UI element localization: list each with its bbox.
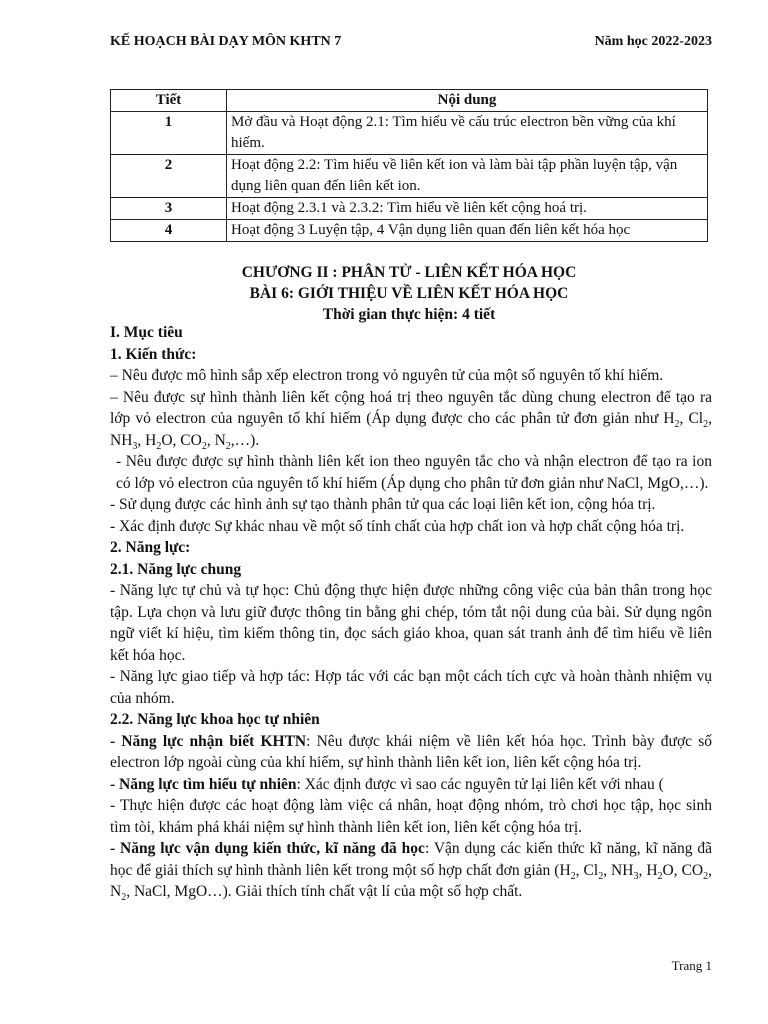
knowledge-item-2 xyxy=(110,387,712,452)
period-cell: 3 xyxy=(111,198,227,220)
subsection-heading-science-competencies: 2.2. Năng lực khoa học tự nhiên xyxy=(110,711,320,728)
knowledge-item-5: - Xác định được Sự khác nhau về một số tính chất của hợp chất ion và hợp chất cộng hóa trị. xyxy=(110,517,685,535)
section-heading-objectives: I. Mục tiêu xyxy=(110,324,183,341)
text-run: , Cl xyxy=(575,861,599,879)
bold-run: - Năng lực vận dụng kiến thức, kĩ năng đã học xyxy=(110,840,425,857)
text-run: : Xác định được vì sao các nguyên tử lại liên kết với nhau ( xyxy=(296,775,664,793)
science-competency-4 xyxy=(110,838,712,903)
bold-run: - Năng lực tìm hiểu tự nhiên xyxy=(110,775,297,793)
bold-run: - Năng lực nhận biết KHTN xyxy=(110,732,307,750)
science-competency-1 xyxy=(110,731,712,774)
text-run: , NaCl, MgO…). Giải thích tính chất vật lí của một số hợp chất. xyxy=(126,883,523,900)
text-run: O, CO xyxy=(161,431,202,449)
subscript: 2 xyxy=(225,440,231,452)
text-run: , NH xyxy=(603,861,634,879)
science-competency-2 xyxy=(110,774,712,796)
subscript: 2 xyxy=(674,419,680,431)
table-row xyxy=(111,220,708,242)
text-run: : Nêu được khái niệm về liên kết hóa học. Trình bày được số electron lớp ngoài cùng của khí hiếm, sự hình thành liên kết ion, liên kết cộng hóa trị. xyxy=(110,732,713,771)
text-run: , Cl xyxy=(679,410,704,427)
table-row xyxy=(111,112,708,155)
period-cell: 1 xyxy=(111,112,227,155)
text-run: O, CO xyxy=(662,861,704,879)
subscript: 2 xyxy=(703,870,709,882)
science-competency-3: - Thực hiện được các hoạt động làm việc cá nhân, hoạt động nhóm, trò chơi học tập, học sinh tìm tòi, khám phá khái niệm sự hình thành liên kết ion, liên kết cộng hóa trị. xyxy=(110,797,712,836)
text-run: ,…). xyxy=(230,431,260,449)
content-cell: Hoạt động 2.3.1 và 2.3.2: Tìm hiểu về liên kết cộng hoá trị. xyxy=(227,198,708,220)
general-competency-2: - Năng lực giao tiếp và hợp tác: Hợp tác với các bạn một cách tích cực và hoàn thành nhiệm vụ của nhóm. xyxy=(110,668,712,707)
text-run: , H xyxy=(137,431,157,449)
subsection-heading-general-competencies: 2.1. Năng lực chung xyxy=(110,560,242,578)
chapter-title: CHƯƠNG II : PHÂN TỬ - LIÊN KẾT HÓA HỌC xyxy=(241,264,577,281)
document-body xyxy=(110,322,712,903)
text-run: – Nêu được sự hình thành liên kết cộng hoá trị theo nguyên tắc dùng chung electron để tạo ra lớp vỏ electron của nguyên tố khí hiếm (Áp dụng được cho các phân tử đơn giản như H xyxy=(110,388,712,427)
header-lesson-plan-title: KẾ HOẠCH BÀI DẠY MÔN KHTN 7 xyxy=(110,34,342,49)
lesson-title: BÀI 6: GIỚI THIỆU VỀ LIÊN KẾT HÓA HỌC xyxy=(249,285,569,302)
section-heading-competencies: 2. Năng lực: xyxy=(110,539,191,556)
lesson-schedule-table xyxy=(110,89,708,242)
table-row xyxy=(111,198,708,220)
table-row xyxy=(111,155,708,198)
general-competency-1: - Năng lực tự chủ và tự học: Chủ động thực hiện được những công việc của bản thân trong học tập. Lựa chọn và lưu giữ được thông tin bằng ghi chép, tóm tắt nội dung của bài. Sử dụng ngôn ngữ viết kí hiệu, tìm kiếm thông tin, đọc sách giáo khoa, quan sát tranh ảnh để tìm hiểu về liên kết hóa học. xyxy=(110,582,712,664)
lesson-title-block xyxy=(110,262,708,325)
content-cell: Hoạt động 3 Luyện tập, 4 Vận dụng liên quan đến liên kết hóa học xyxy=(227,220,708,242)
text-run: : Vận dụng các kiến thức kĩ năng, kĩ năng đã học để giải thích sự hình thành liên kết trong một số hợp chất đơn giản (H xyxy=(110,840,713,879)
text-run: , N xyxy=(206,431,226,449)
column-header-period: Tiết xyxy=(111,90,227,112)
header-school-year: Năm học 2022-2023 xyxy=(594,34,712,49)
text-run: , N xyxy=(110,861,713,900)
subscript: 3 xyxy=(132,440,138,452)
page-number: Trang 1 xyxy=(671,958,712,973)
column-header-content: Nội dung xyxy=(227,90,708,112)
subscript: 2 xyxy=(121,892,127,904)
subscript: 3 xyxy=(633,870,639,882)
text-run: , NH xyxy=(110,410,712,449)
period-cell: 2 xyxy=(111,155,227,198)
subscript: 2 xyxy=(570,870,576,882)
lesson-duration: Thời gian thực hiện: 4 tiết xyxy=(322,306,496,323)
text-run: , H xyxy=(638,861,658,879)
subscript: 2 xyxy=(201,440,207,452)
period-cell: 4 xyxy=(111,220,227,242)
content-cell: Hoạt động 2.2: Tìm hiểu về liên kết ion và làm bài tập phần luyện tập, vận dụng liên quan đến liên kết ion. xyxy=(227,155,708,198)
subscript: 2 xyxy=(598,870,604,882)
section-heading-knowledge: 1. Kiến thức: xyxy=(110,345,197,363)
knowledge-item-3: - Nêu được được sự hình thành liên kết ion theo nguyên tắc cho và nhận electron để tạo ra ion có lớp vỏ electron của nguyên tố khí hiếm (Áp dụng cho phân tử đơn giản như NaCl, MgO,…). xyxy=(116,453,712,492)
subscript: 2 xyxy=(703,419,709,431)
subscript: 2 xyxy=(156,440,162,452)
content-cell: Mở đầu và Hoạt động 2.1: Tìm hiểu về cấu trúc electron bền vững của khí hiếm. xyxy=(227,112,708,155)
table-header-row xyxy=(111,90,708,112)
knowledge-item-1: – Nêu được mô hình sắp xếp electron trong vỏ nguyên tử của một số nguyên tố khí hiếm. xyxy=(110,367,664,384)
knowledge-item-4: - Sử dụng được các hình ảnh sự tạo thành phân tử qua các loại liên kết ion, cộng hóa trị. xyxy=(110,496,656,513)
subscript: 2 xyxy=(657,870,663,882)
